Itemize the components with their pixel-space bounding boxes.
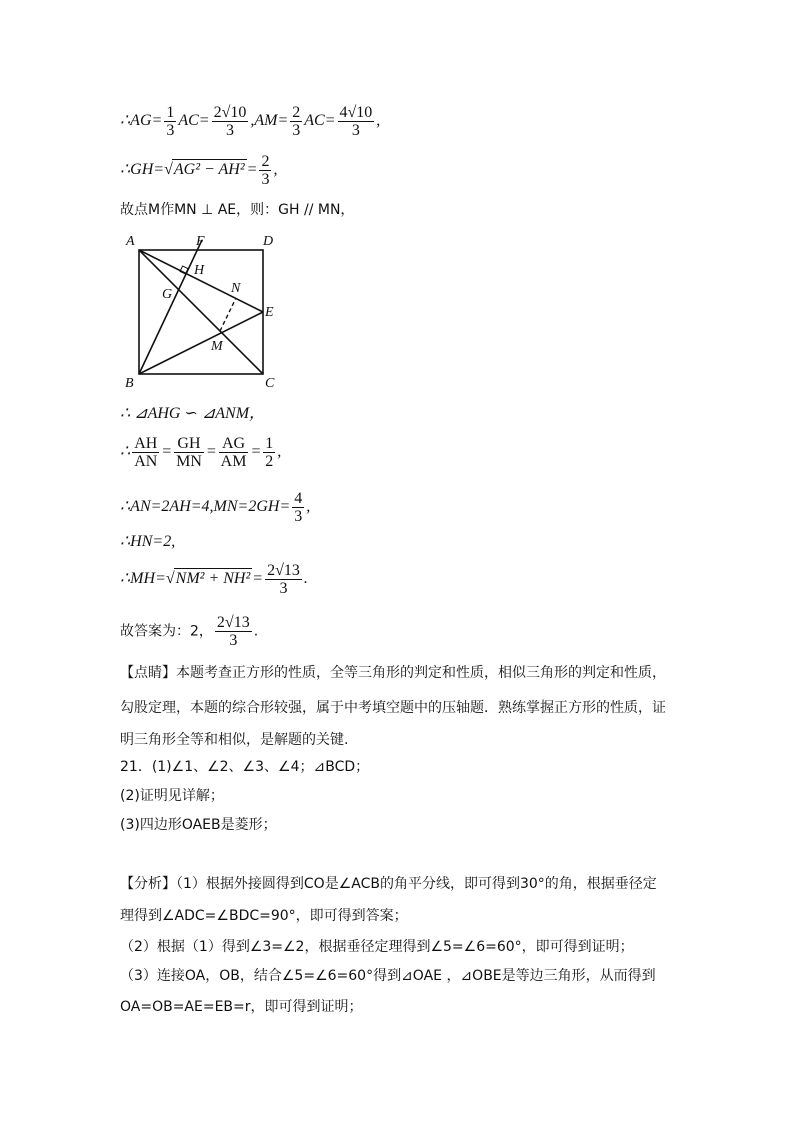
denominator: AN [134, 453, 158, 470]
line-mh: ∴MH=√NM² + NH² = $\frac{2√13}{3}$ . [120, 562, 308, 597]
denominator: 3 [294, 508, 303, 525]
fraction [290, 104, 302, 139]
fraction [338, 104, 375, 139]
label-b: B [125, 376, 134, 391]
text: ∴ [120, 443, 131, 461]
text: = [161, 443, 173, 461]
label-m: M [211, 339, 223, 354]
text: AC= [304, 112, 336, 130]
text: ∴GH= [120, 161, 165, 179]
line-ag-am [120, 104, 380, 139]
line-an-mn [120, 490, 310, 525]
fenxi-line-1: 【分析】（1）根据外接圆得到CO是∠ACB的角平分线，即可得到30°的角，根据垂径定 [120, 876, 657, 892]
label-c: C [265, 376, 275, 391]
q21-answer-2: (2)证明见详解； [120, 788, 224, 804]
label-d: D [263, 234, 274, 249]
line-ae [139, 250, 263, 312]
fraction [219, 435, 249, 470]
denominator: 3 [229, 632, 238, 649]
dianjing-line-2: 勾股定理，本题的综合形较强，属于中考填空题中的压轴题．熟练掌握正方形的性质，证 [120, 700, 666, 716]
q21-answer-1: 21．(1)∠1、∠2、∠3、∠4；⊿BCD； [120, 759, 370, 775]
line-ratios [120, 435, 281, 470]
text: , [277, 443, 282, 461]
fraction [215, 614, 252, 649]
text: = [246, 161, 258, 179]
text: = [250, 443, 262, 461]
text: 故答案为：2， [120, 623, 213, 640]
text: ∴AN=2AH=4,MN=2GH= [120, 498, 291, 516]
line-mn-perp: 故点M作MN ⊥ AE，则：GH // MN， [120, 202, 355, 218]
sqrt-radicand: NM² + NH² [175, 570, 251, 588]
denominator: 3 [166, 122, 175, 139]
label-e: E [265, 305, 274, 320]
numerator: AG [219, 435, 249, 453]
line-be [139, 312, 263, 374]
numerator: 2√10 [213, 104, 247, 121]
dianjing-line-1: 【点睛】本题考查正方形的性质，全等三角形的判定和性质，相似三角形的判定和性质， [120, 665, 666, 681]
denominator: 3 [261, 171, 270, 188]
numerator: 4 [294, 490, 303, 507]
denominator: 3 [292, 122, 301, 139]
label-a: A [126, 234, 135, 249]
fraction [265, 562, 302, 597]
text: = [205, 443, 217, 461]
dianjing-line-3: 明三角形全等和相似，是解题的关键. [120, 732, 349, 748]
text: ,AM= [250, 112, 289, 130]
fenxi-line-4: （3）连接OA，OB，结合∠5=∠6=60°得到⊿OAE ，⊿OBE是等边三角形，从而得到 [120, 968, 656, 984]
text: , [306, 498, 311, 516]
line-hn: ∴HN=2, [120, 533, 176, 550]
denominator: 2 [265, 453, 274, 470]
label-f: F [196, 234, 205, 249]
label-h: H [194, 263, 205, 278]
line-gh: ∴GH=√AG² − AH² = $\frac{2}{3}$ , [120, 153, 278, 188]
fraction [259, 153, 271, 188]
q21-answer-3: (3)四边形OAEB是菱形； [120, 817, 277, 833]
fraction [132, 435, 159, 470]
sqrt-radicand: AG² − AH² [173, 161, 245, 179]
fraction [263, 435, 275, 470]
text: , [273, 161, 278, 179]
numerator: GH [174, 435, 204, 453]
fraction [174, 435, 204, 470]
denominator: MN [176, 453, 202, 470]
text: ∴AG= [120, 112, 163, 130]
fenxi-line-3: （2）根据（1）得到∠3=∠2，根据垂径定理得到∠5=∠6=60°，即可得到证明； [120, 939, 634, 955]
fraction [212, 104, 249, 139]
numerator: 2√13 [267, 562, 300, 579]
denominator: 3 [279, 580, 288, 597]
numerator: AH [134, 435, 158, 452]
text: . [253, 623, 259, 640]
text: AC= [178, 112, 210, 130]
numerator: 4√10 [339, 104, 373, 121]
text: . [303, 570, 308, 588]
square-diagram [120, 232, 290, 392]
numerator: 2√13 [216, 614, 250, 631]
label-n: N [231, 281, 241, 296]
text: = [252, 570, 264, 588]
label-g: G [162, 287, 173, 302]
fraction [164, 104, 176, 139]
numerator: 1 [265, 435, 274, 452]
text: ∴MH= [120, 570, 166, 588]
numerator: 2 [292, 104, 301, 121]
fraction [292, 490, 304, 525]
denominator: AM [220, 453, 247, 470]
line-answer [120, 614, 258, 649]
numerator: 2 [261, 153, 270, 170]
denominator: 3 [225, 122, 234, 139]
line-similar: ∴ ⊿AHG ∽ ⊿ANM， [120, 405, 266, 422]
fenxi-line-2: 理得到∠ADC=∠BDC=90°，即可得到答案； [120, 908, 408, 924]
numerator: 1 [166, 104, 175, 121]
fenxi-line-5: OA=OB=AE=EB=r，即可得到证明； [120, 999, 363, 1015]
text: , [376, 112, 381, 130]
denominator: 3 [351, 122, 360, 139]
